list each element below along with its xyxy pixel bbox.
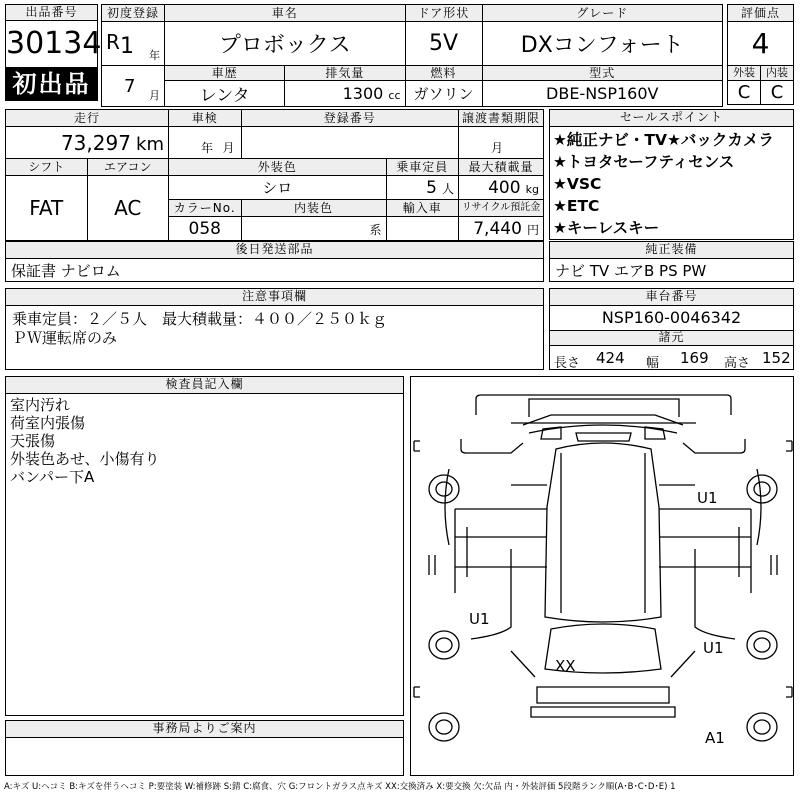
color: シロ (169, 176, 387, 200)
chassis-number: NSP160-0046342 (550, 306, 793, 331)
factory-equipment-title: 純正装備 (550, 242, 793, 259)
selling-point: ★キーレスキー (553, 219, 660, 237)
capacity-cell (386, 176, 459, 200)
office-box (5, 720, 404, 776)
mileage: 73,297 (60, 130, 131, 155)
caution-line: 乗車定員：２／５人 最大積載量：４００／２５０ｋｇ (12, 310, 388, 328)
spec-title: 諸元 (550, 331, 793, 346)
import-label: 輸入車 (386, 200, 459, 217)
maxload-label: 最大積載量 (459, 159, 544, 176)
damage-mark-u1: U1 (703, 639, 724, 657)
inspector-note: 天張傷 (10, 432, 56, 450)
reg-year: 1 (120, 34, 134, 59)
month-unit: 月 (149, 89, 160, 102)
recycle-label: リサイクル預託金 (459, 200, 544, 217)
plate-cell (241, 127, 459, 159)
displacement-cell (285, 81, 405, 107)
reg-month-cell (102, 66, 165, 107)
selling-points-box (549, 109, 794, 240)
damage-mark-u1: U1 (697, 489, 718, 507)
score-label: 評価点 (728, 5, 794, 22)
grade-label: グレード (482, 5, 723, 22)
model: DBE-NSP160V (482, 81, 723, 107)
inspector-title: 検査員記入欄 (6, 377, 403, 394)
transfer-label: 譲渡書類期限 (459, 110, 544, 127)
lot-box (5, 4, 102, 101)
maxload: 400 (488, 177, 521, 198)
selling-point: ★VSC (553, 175, 602, 193)
inspector-note: 外装色あせ、小傷有り (10, 450, 160, 468)
width-label: 幅 (646, 356, 660, 371)
caution-box (5, 288, 544, 370)
ac-label: エアコン (87, 159, 169, 176)
reg-label: 初度登録 (102, 5, 165, 22)
maxload-cell (459, 176, 544, 200)
height-label: 高さ (724, 356, 751, 371)
later-parts-box (5, 241, 544, 282)
car-diagram (410, 376, 794, 776)
office-title: 事務局よりご案内 (6, 721, 403, 738)
score-table (727, 4, 794, 105)
recycle-cell (459, 217, 544, 241)
selling-points-list (550, 127, 793, 241)
mileage-label: 走行 (6, 110, 169, 127)
selling-point: ★トヨタセーフティセンス (553, 153, 735, 171)
lot-label: 出品番号 (5, 4, 98, 21)
kei-unit: 系 (369, 223, 382, 237)
later-parts-title: 後日発送部品 (6, 242, 543, 259)
damage-mark-u1: U1 (469, 610, 490, 628)
transfer-month-unit: 月 (491, 141, 504, 155)
displacement: 1300 (342, 84, 384, 103)
spec-row (550, 346, 793, 370)
shift-label: シフト (6, 159, 88, 176)
car-outline-drawing (411, 377, 793, 775)
int-label: 内装 (761, 66, 794, 81)
door-type: 5V (405, 22, 482, 66)
car-name: プロボックス (165, 22, 406, 66)
int-grade: C (761, 81, 794, 105)
disp-label: 排気量 (285, 66, 405, 81)
import-cell (386, 217, 459, 241)
selling-point: ★純正ナビ・TV★バックカメラ (553, 131, 774, 149)
history-label: 車歴 (165, 66, 285, 81)
colorno-label: カラーNo. (169, 200, 242, 217)
shift: FAT (6, 176, 88, 241)
ext-grade: C (728, 81, 761, 105)
factory-equipment-box (549, 241, 794, 282)
km-unit: km (136, 133, 164, 155)
legend-footer: A:キズ U:ヘコミ B:キズを伴うヘコミ P:要塗装 W:補修跡 S:錆 C:腐食、穴 G:フロントガラス点キズ XX:交換済み X:要交換 欠:欠品 内・外装評価 5段階ランク順(A･B･C･D･E) 1 (4, 782, 676, 792)
score: 4 (728, 22, 794, 66)
header-table (101, 4, 723, 107)
colorno: 058 (169, 217, 242, 241)
ext-label: 外装 (728, 66, 761, 81)
reg-month: 7 (124, 76, 136, 97)
person-unit: 人 (441, 181, 454, 196)
recycle: 7,440 (473, 218, 522, 239)
fuel-label: 燃料 (405, 66, 482, 81)
interior-label: 内装色 (241, 200, 386, 217)
reg-year-cell (102, 22, 165, 66)
chassis-box (549, 288, 794, 370)
name-label: 車名 (165, 5, 406, 22)
caution-title: 注意事項欄 (6, 289, 543, 306)
length-label: 長さ (554, 356, 581, 371)
length: 424 (596, 349, 625, 367)
factory-equipment-text: ナビ TV エアB PS PW (555, 262, 707, 280)
yen-unit: 円 (526, 222, 539, 237)
plate-label: 登録番号 (241, 110, 459, 127)
chassis-title: 車台番号 (550, 289, 793, 306)
ac: AC (87, 176, 169, 241)
grade: DXコンフォート (482, 22, 723, 66)
inspector-box (5, 376, 404, 716)
history: レンタ (165, 81, 285, 107)
door-label: ドア形状 (405, 5, 482, 22)
lot-number: 30134 (5, 20, 98, 68)
capacity: 5 (426, 177, 437, 198)
inspector-note: 室内汚れ (10, 396, 71, 414)
inspection-cell (169, 127, 242, 159)
kg-unit: kg (525, 182, 539, 196)
caution-line: ＰＷ運転席のみ (12, 329, 118, 347)
inspection-year-unit: 年 (201, 141, 214, 155)
capacity-label: 乗車定員 (386, 159, 459, 176)
inspection-label: 車検 (169, 110, 242, 127)
inspector-note: バンパー下A (10, 468, 95, 486)
damage-mark-a1: A1 (705, 729, 725, 747)
width: 169 (680, 349, 709, 367)
height: 152 (762, 349, 791, 367)
inspector-note: 荷室内張傷 (10, 414, 86, 432)
fuel: ガソリン (405, 81, 482, 107)
selling-points-title: セールスポイント (550, 110, 793, 127)
interior-cell (241, 217, 386, 241)
damage-mark-xx: XX (555, 657, 576, 675)
first-listing-badge: 初出品 (5, 68, 98, 101)
cc-unit: cc (388, 89, 401, 102)
vehicle-table (5, 109, 544, 241)
mileage-cell (6, 127, 169, 159)
model-label: 型式 (482, 66, 723, 81)
color-label: 外装色 (169, 159, 387, 176)
year-unit: 年 (149, 49, 160, 62)
selling-point: ★ETC (553, 197, 600, 215)
later-parts-text: 保証書 ナビロム (11, 262, 121, 280)
era: R (106, 30, 120, 54)
inspection-month-unit: 月 (222, 141, 235, 155)
transfer-cell (459, 127, 544, 159)
inspector-notes (6, 394, 403, 488)
